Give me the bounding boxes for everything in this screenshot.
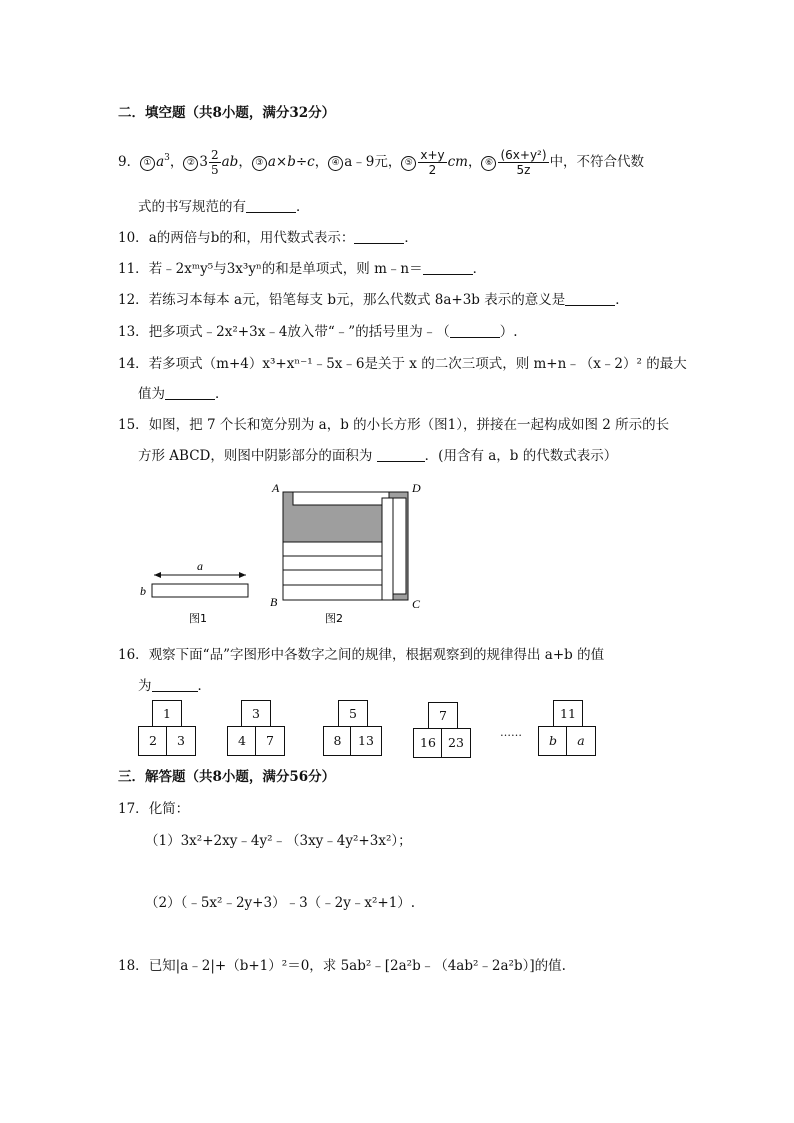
pin-2-right: 7 xyxy=(255,726,285,756)
question-16: 16．观察下面“品”字图形中各数字之间的规律，根据观察到的规律得出 a+b 的值 xyxy=(118,647,605,663)
question-13: 13．把多项式﹣2x²+3x﹣4放入带“﹣”的括号里为﹣（ ）. xyxy=(118,324,518,340)
question-10: 10．a的两倍与b的和，用代数式表示： ． xyxy=(118,230,418,246)
option-6-marker: ⑥ xyxy=(481,156,496,171)
answer-blank[interactable] xyxy=(354,231,404,244)
question-9-line2: 式的书写规范的有 ． xyxy=(138,199,310,215)
question-17-part-2: （2）（﹣5x²﹣2y+3）﹣3（﹣2y﹣x²+1）. xyxy=(145,895,416,911)
pin-4-right: 23 xyxy=(441,728,471,758)
ellipsis: …… xyxy=(500,726,522,739)
option-2-tail: ab xyxy=(221,154,239,170)
fig2-label-A: A xyxy=(272,481,280,495)
option-1-expr: a xyxy=(156,154,165,170)
section-2-title: 二．填空题（共8小题，满分32分） xyxy=(118,105,336,121)
pin-4-top: 7 xyxy=(428,702,458,730)
option-4-expr: a﹣9元 xyxy=(344,154,388,170)
option-3-expr: a×b÷c xyxy=(267,154,315,170)
answer-blank[interactable] xyxy=(152,679,198,692)
question-9-tail: 中，不符合代数 xyxy=(549,154,645,170)
answer-blank[interactable] xyxy=(246,200,296,213)
question-17-part-1: （1）3x²+2xy﹣4y²﹣（3xy﹣4y²+3x²）； xyxy=(145,833,412,849)
answer-blank[interactable] xyxy=(565,293,615,306)
option-2-fraction: $\frac{2}{5}$ xyxy=(210,148,219,177)
answer-blank[interactable] xyxy=(450,325,500,338)
answer-blank[interactable] xyxy=(377,449,425,462)
question-14-line2: 值为 ． xyxy=(138,386,229,402)
answer-blank[interactable] xyxy=(165,387,215,400)
option-4-marker: ④ xyxy=(328,156,343,171)
option-6-fraction: $\frac{\text{(6x+y²)}}{5z}$ xyxy=(500,148,547,177)
fig2-label-C: C xyxy=(412,597,421,611)
pin-2-left: 4 xyxy=(227,726,257,756)
option-1-marker: ① xyxy=(140,156,155,171)
question-number: 9． xyxy=(118,154,141,170)
fig2-caption: 图2 xyxy=(325,612,343,625)
pin-3-left: 8 xyxy=(323,726,352,756)
question-15: 15．如图，把 7 个长和宽分别为 a，b 的小长方形（图1），拼接在一起构成如图 2 所示的长 xyxy=(118,417,670,433)
fig1-label-a: a xyxy=(197,559,203,573)
figure-1 xyxy=(140,559,248,625)
pin-5-left: b xyxy=(538,726,568,756)
question-11: 11．若﹣2xᵐy⁵与3x³yⁿ的和是单项式，则 m﹣n＝ ． xyxy=(118,261,487,277)
question-16-line2: 为 ． xyxy=(138,678,211,694)
pin-5-right: a xyxy=(566,726,596,756)
pin-5-top: 11 xyxy=(553,700,583,728)
option-5-marker: ⑤ xyxy=(401,156,416,171)
answer-blank[interactable] xyxy=(423,262,473,275)
option-3-marker: ③ xyxy=(252,156,267,171)
fig2-label-B: B xyxy=(270,595,278,609)
pin-3-top: 5 xyxy=(338,700,368,728)
option-2-marker: ② xyxy=(183,156,198,171)
section-3-title: 三．解答题（共8小题，满分56分） xyxy=(118,769,336,785)
pin-1-left: 2 xyxy=(138,726,168,756)
fig1-label-b: b xyxy=(140,584,146,598)
pin-3-right: 13 xyxy=(350,726,382,756)
figure-2 xyxy=(270,481,421,625)
figure-1-and-2 xyxy=(130,470,450,635)
option-2-whole: 3 xyxy=(199,154,208,170)
pin-4-left: 16 xyxy=(413,728,443,758)
pin-1-right: 3 xyxy=(166,726,196,756)
pin-2-top: 3 xyxy=(241,700,271,728)
question-9: 9． ① $a^3$， ② 3 $\frac{2}{5}$ ab， ③ a×b÷c， ④ a﹣9元， ⑤ $\frac{x+y}{2}$ cm， ⑥ $\frac{\text{(6x+y²)}}{5z}$ 中，不符合代数 xyxy=(118,148,645,177)
fig1-caption: 图1 xyxy=(189,612,207,625)
option-5-fraction: $\frac{x+y}{2}$ xyxy=(420,148,445,177)
fig2-label-D: D xyxy=(412,481,421,495)
question-14: 14．若多项式（m+4）x³+xⁿ⁻¹﹣5x﹣6是关于 x 的二次三项式，则 m+n﹣（x﹣2）² 的最大 xyxy=(118,356,687,372)
option-5-tail: cm xyxy=(447,154,468,170)
question-18: 18．已知|a﹣2|+（b+1）²＝0，求 5ab²﹣[2a²b﹣（4ab²﹣2a²b）]的值. xyxy=(118,958,566,974)
question-12: 12．若练习本每本 a元，铅笔每支 b元，那么代数式 8a+3b 表示的意义是 ． xyxy=(118,292,629,308)
question-17: 17．化简： xyxy=(118,801,190,817)
question-15-line2: 方形 ABCD，则图中阴影部分的面积为 ．(用含有 a，b 的代数式表示） xyxy=(138,448,618,464)
pin-1-top: 1 xyxy=(152,700,182,728)
